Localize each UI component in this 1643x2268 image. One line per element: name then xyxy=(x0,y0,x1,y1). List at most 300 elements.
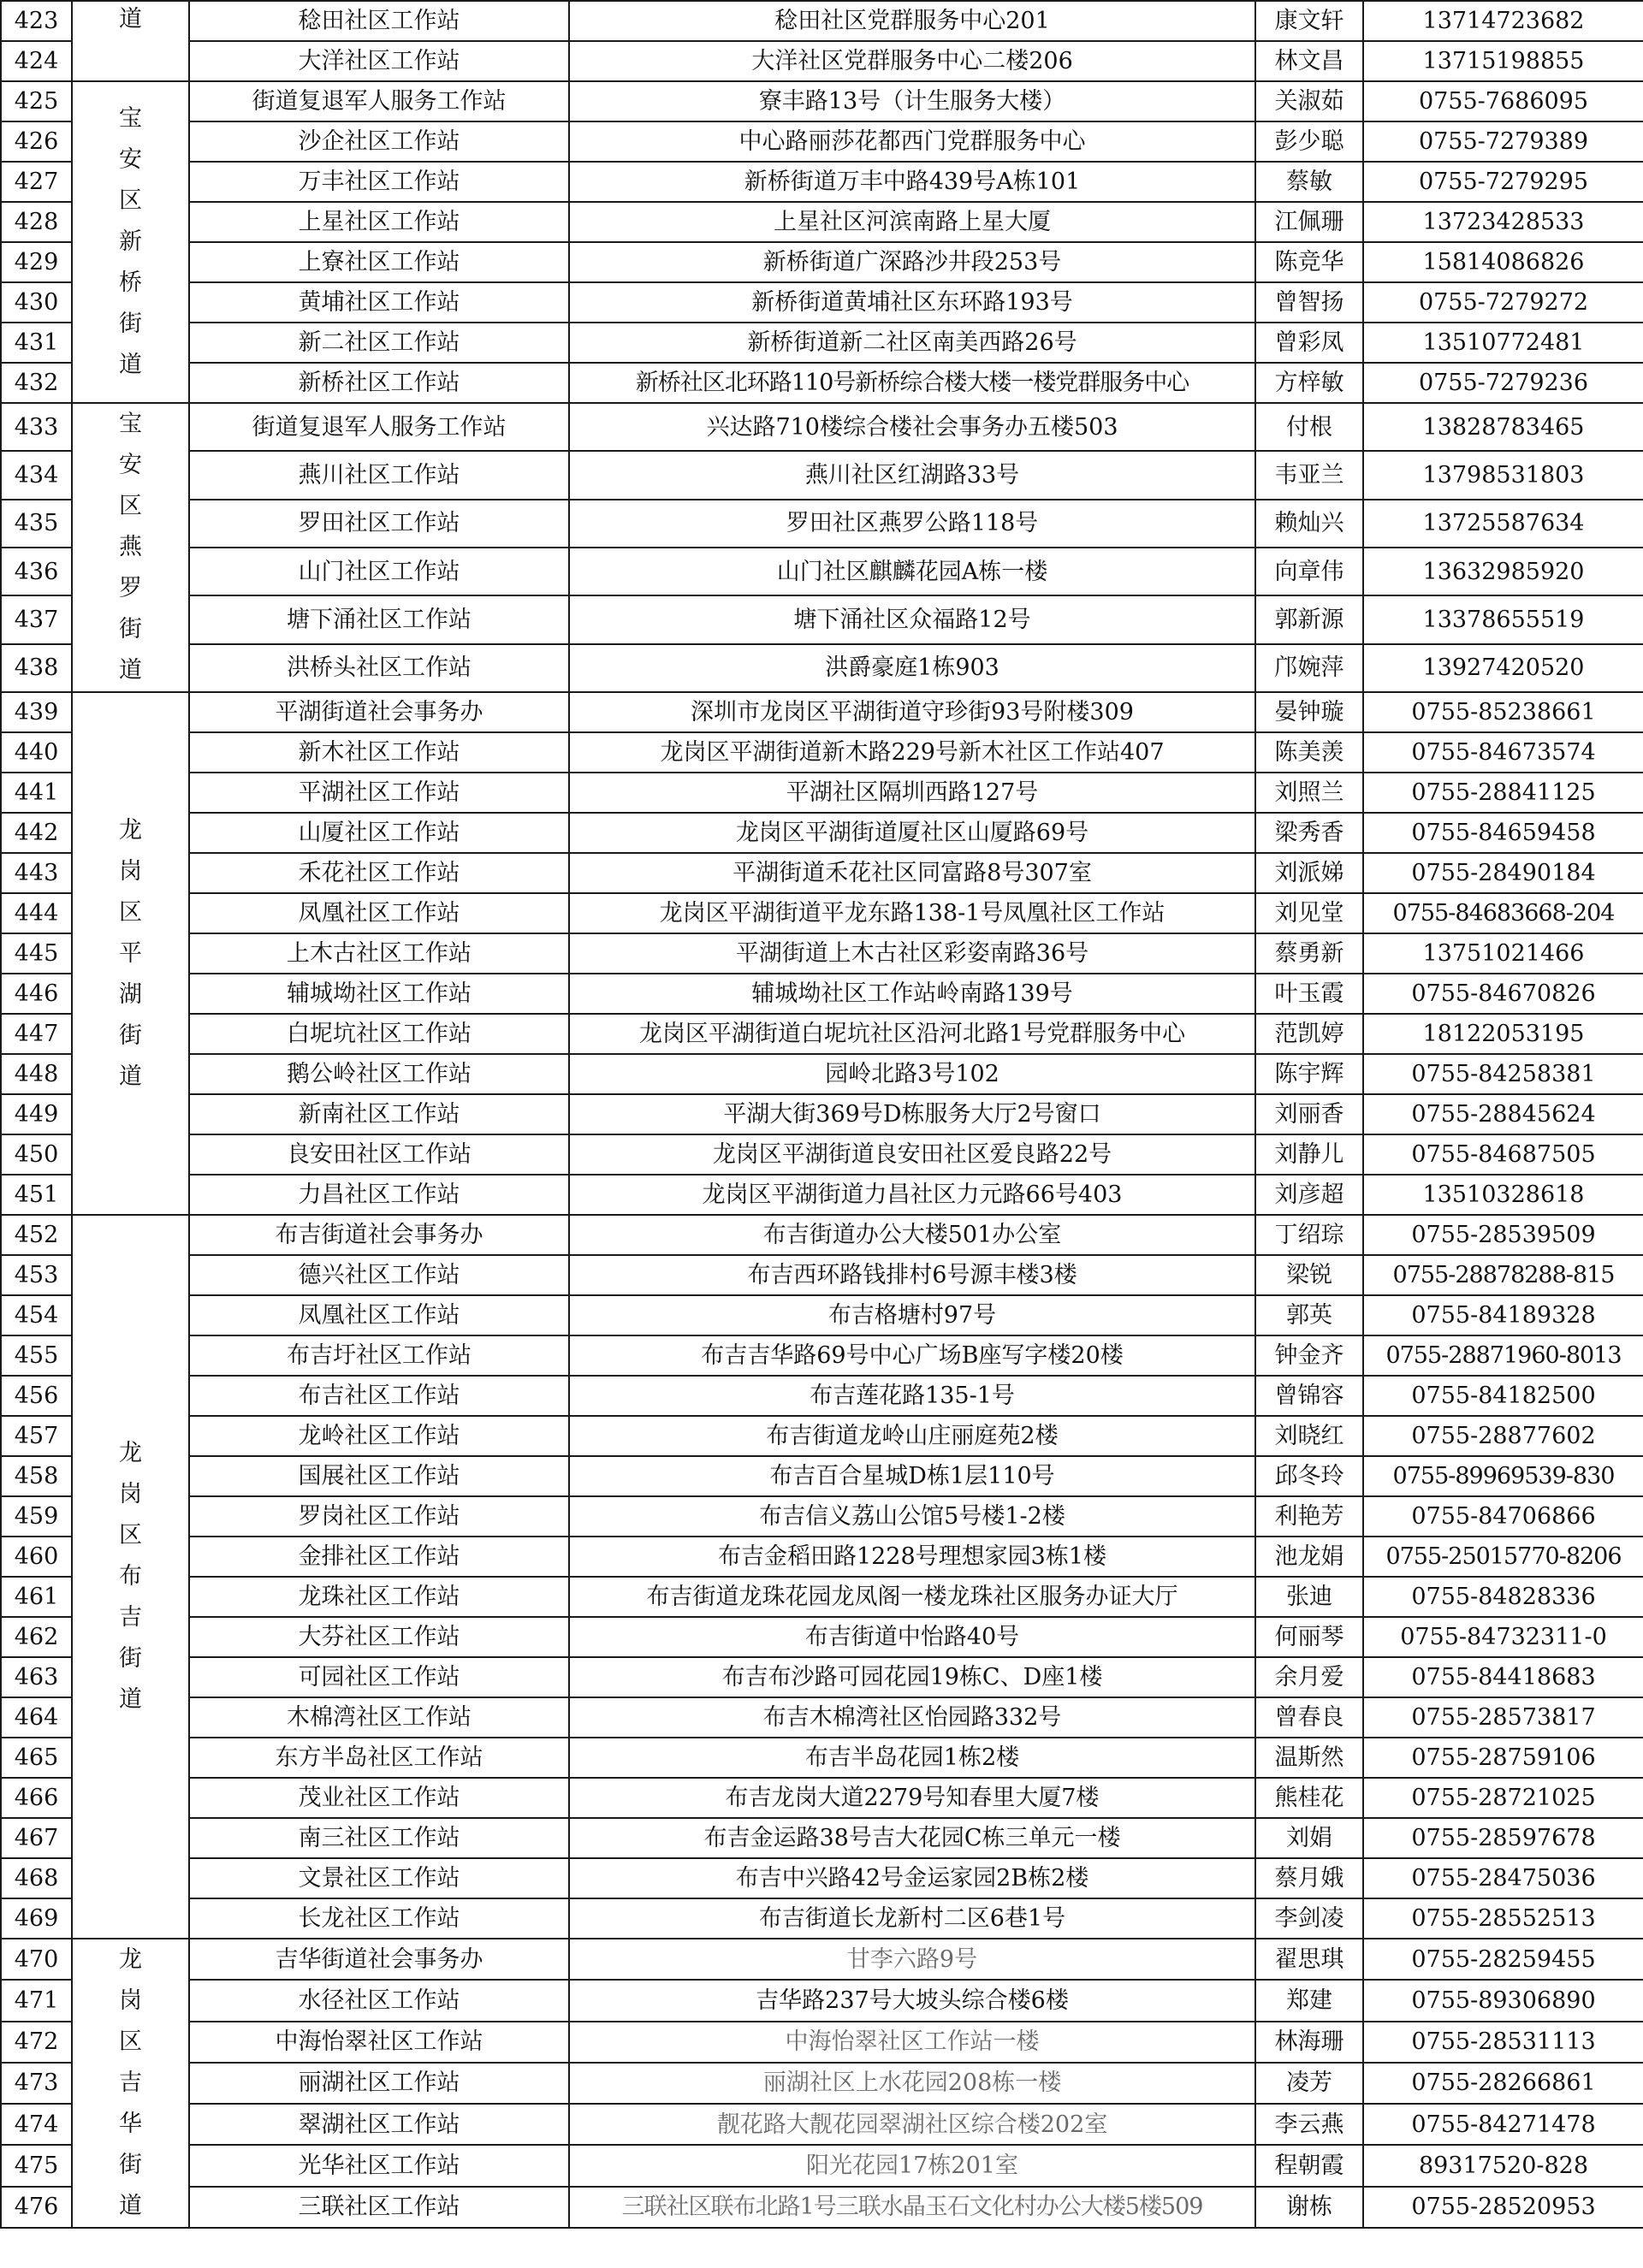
phone-cell: 0755-28552513 xyxy=(1363,1898,1643,1939)
table-row xyxy=(1,500,1643,548)
station-cell: 凤凰社区工作站 xyxy=(189,893,569,933)
station-cell: 中海怡翠社区工作站 xyxy=(189,2022,569,2063)
contact-person-cell: 付根 xyxy=(1255,403,1363,451)
row-number-cell: 452 xyxy=(1,1215,72,1255)
row-number-cell: 458 xyxy=(1,1456,72,1496)
contact-person-cell: 温斯然 xyxy=(1255,1738,1363,1778)
table-row xyxy=(1,41,1643,81)
station-cell: 平湖街道社会事务办 xyxy=(189,692,569,732)
station-cell: 山厦社区工作站 xyxy=(189,813,569,853)
station-cell: 新二社区工作站 xyxy=(189,323,569,363)
phone-cell: 0755-84659458 xyxy=(1363,813,1643,853)
phone-cell: 0755-7279236 xyxy=(1363,363,1643,403)
row-number-cell: 453 xyxy=(1,1255,72,1295)
table-row xyxy=(1,1738,1643,1778)
row-number-cell: 448 xyxy=(1,1054,72,1094)
station-cell: 新南社区工作站 xyxy=(189,1094,569,1134)
address-cell: 布吉信义荔山公馆5号楼1-2楼 xyxy=(569,1496,1255,1537)
district-cell xyxy=(72,692,189,1215)
table-row xyxy=(1,1697,1643,1738)
station-cell: 木棉湾社区工作站 xyxy=(189,1697,569,1738)
contact-person-cell: 刘娟 xyxy=(1255,1818,1363,1858)
contact-person-cell: 刘照兰 xyxy=(1255,773,1363,813)
phone-cell: 0755-89306890 xyxy=(1363,1980,1643,2021)
contact-person-cell: 余月爱 xyxy=(1255,1657,1363,1697)
contact-person-cell: 方梓敏 xyxy=(1255,363,1363,403)
phone-cell: 13828783465 xyxy=(1363,403,1643,451)
phone-cell: 89317520-828 xyxy=(1363,2145,1643,2186)
station-cell: 新木社区工作站 xyxy=(189,732,569,773)
table-row xyxy=(1,451,1643,499)
row-number-cell: 474 xyxy=(1,2104,72,2145)
contact-person-cell: 刘静儿 xyxy=(1255,1134,1363,1175)
row-number-cell: 461 xyxy=(1,1577,72,1617)
address-cell: 布吉街道中怡路40号 xyxy=(569,1617,1255,1657)
district-cell xyxy=(72,403,189,692)
address-cell: 甘李六路9号 xyxy=(569,1939,1255,1980)
contact-person-cell: 江佩珊 xyxy=(1255,202,1363,242)
row-number-cell: 454 xyxy=(1,1295,72,1335)
table-row xyxy=(1,1778,1643,1818)
address-cell: 洪爵豪庭1栋903 xyxy=(569,644,1255,692)
contact-person-cell: 程朝霞 xyxy=(1255,2145,1363,2186)
table-row xyxy=(1,2104,1643,2145)
phone-cell: 0755-7279272 xyxy=(1363,282,1643,323)
address-cell: 布吉街道办公大楼501办公室 xyxy=(569,1215,1255,1255)
address-cell: 山门社区麒麟花园A栋一楼 xyxy=(569,548,1255,595)
address-cell: 稔田社区党群服务中心201 xyxy=(569,1,1255,41)
address-cell: 龙岗区平湖街道力昌社区力元路66号403 xyxy=(569,1175,1255,1215)
phone-cell: 0755-28878288-815 xyxy=(1363,1255,1643,1295)
row-number-cell: 464 xyxy=(1,1697,72,1738)
row-number-cell: 437 xyxy=(1,595,72,643)
contact-person-cell: 李云燕 xyxy=(1255,2104,1363,2145)
contact-person-cell: 凌芳 xyxy=(1255,2063,1363,2104)
row-number-cell: 424 xyxy=(1,41,72,81)
address-cell: 新桥街道新二社区南美西路26号 xyxy=(569,323,1255,363)
contact-person-cell: 郭英 xyxy=(1255,1295,1363,1335)
table-row xyxy=(1,2063,1643,2104)
station-cell: 布吉社区工作站 xyxy=(189,1376,569,1416)
phone-cell: 0755-84189328 xyxy=(1363,1295,1643,1335)
phone-cell: 0755-28531113 xyxy=(1363,2022,1643,2063)
address-cell: 新桥街道黄埔社区东环路193号 xyxy=(569,282,1255,323)
station-cell: 布吉圩社区工作站 xyxy=(189,1335,569,1376)
row-number-cell: 439 xyxy=(1,692,72,732)
phone-cell: 13510772481 xyxy=(1363,323,1643,363)
contact-person-cell: 晏钟璇 xyxy=(1255,692,1363,732)
address-cell: 园岭北路3号102 xyxy=(569,1054,1255,1094)
table-row xyxy=(1,1496,1643,1537)
row-number-cell: 432 xyxy=(1,363,72,403)
table-row xyxy=(1,1898,1643,1939)
address-cell: 平湖大街369号D栋服务大厅2号窗口 xyxy=(569,1094,1255,1134)
table-row xyxy=(1,1175,1643,1215)
row-number-cell: 428 xyxy=(1,202,72,242)
phone-cell: 0755-7279389 xyxy=(1363,121,1643,162)
table-row xyxy=(1,1134,1643,1175)
station-cell: 上星社区工作站 xyxy=(189,202,569,242)
phone-cell: 0755-84732311-0 xyxy=(1363,1617,1643,1657)
row-number-cell: 467 xyxy=(1,1818,72,1858)
table-row xyxy=(1,1255,1643,1295)
station-cell: 光华社区工作站 xyxy=(189,2145,569,2186)
table-row xyxy=(1,595,1643,643)
contact-person-cell: 邱冬玲 xyxy=(1255,1456,1363,1496)
table-row xyxy=(1,732,1643,773)
address-cell: 布吉半岛花园1栋2楼 xyxy=(569,1738,1255,1778)
contact-person-cell: 梁秀香 xyxy=(1255,813,1363,853)
phone-cell: 0755-84258381 xyxy=(1363,1054,1643,1094)
row-number-cell: 435 xyxy=(1,500,72,548)
phone-cell: 0755-7279295 xyxy=(1363,162,1643,202)
contact-person-cell: 钟金齐 xyxy=(1255,1335,1363,1376)
contact-person-cell: 刘派娣 xyxy=(1255,853,1363,893)
phone-cell: 13927420520 xyxy=(1363,644,1643,692)
address-cell: 新桥社区北环路110号新桥综合楼大楼一楼党群服务中心 xyxy=(569,363,1255,403)
table-row xyxy=(1,282,1643,323)
contact-person-cell: 蔡敏 xyxy=(1255,162,1363,202)
phone-cell: 0755-84418683 xyxy=(1363,1657,1643,1697)
station-cell: 文景社区工作站 xyxy=(189,1858,569,1898)
row-number-cell: 438 xyxy=(1,644,72,692)
contact-person-cell: 赖灿兴 xyxy=(1255,500,1363,548)
station-cell: 街道复退军人服务工作站 xyxy=(189,81,569,121)
table-row xyxy=(1,2022,1643,2063)
table-row xyxy=(1,548,1643,595)
row-number-cell: 449 xyxy=(1,1094,72,1134)
district-cell xyxy=(72,1,189,81)
row-number-cell: 462 xyxy=(1,1617,72,1657)
station-cell: 万丰社区工作站 xyxy=(189,162,569,202)
address-cell: 新桥街道广深路沙井段253号 xyxy=(569,242,1255,282)
address-cell: 寮丰路13号（计生服务大楼） xyxy=(569,81,1255,121)
address-cell: 布吉吉华路69号中心广场B座写字楼20楼 xyxy=(569,1335,1255,1376)
station-cell: 鹅公岭社区工作站 xyxy=(189,1054,569,1094)
row-number-cell: 434 xyxy=(1,451,72,499)
phone-cell: 0755-89969539-830 xyxy=(1363,1456,1643,1496)
station-cell: 龙岭社区工作站 xyxy=(189,1416,569,1456)
phone-cell: 0755-84706866 xyxy=(1363,1496,1643,1537)
contact-person-cell: 康文轩 xyxy=(1255,1,1363,41)
row-number-cell: 476 xyxy=(1,2187,72,2228)
address-cell: 龙岗区平湖街道新木路229号新木社区工作站407 xyxy=(569,732,1255,773)
station-cell: 东方半岛社区工作站 xyxy=(189,1738,569,1778)
contact-person-cell: 林海珊 xyxy=(1255,2022,1363,2063)
contact-person-cell: 韦亚兰 xyxy=(1255,451,1363,499)
phone-cell: 0755-84828336 xyxy=(1363,1577,1643,1617)
table-row xyxy=(1,1657,1643,1697)
address-cell: 布吉莲花路135-1号 xyxy=(569,1376,1255,1416)
address-cell: 上星社区河滨南路上星大厦 xyxy=(569,202,1255,242)
contact-person-cell: 蔡勇新 xyxy=(1255,933,1363,974)
address-cell: 丽湖社区上水花园208栋一楼 xyxy=(569,2063,1255,2104)
station-cell: 稔田社区工作站 xyxy=(189,1,569,41)
station-cell: 布吉街道社会事务办 xyxy=(189,1215,569,1255)
phone-cell: 0755-28721025 xyxy=(1363,1778,1643,1818)
district-name: 宝安区新桥街道 xyxy=(119,105,142,378)
table-row xyxy=(1,853,1643,893)
table-row xyxy=(1,2145,1643,2186)
phone-cell: 0755-85238661 xyxy=(1363,692,1643,732)
table-row xyxy=(1,1416,1643,1456)
phone-cell: 0755-25015770-8206 xyxy=(1363,1537,1643,1577)
table-row xyxy=(1,202,1643,242)
address-cell: 布吉格塘村97号 xyxy=(569,1295,1255,1335)
phone-cell: 0755-28597678 xyxy=(1363,1818,1643,1858)
contact-person-cell: 谢栋 xyxy=(1255,2187,1363,2228)
table-row xyxy=(1,1054,1643,1094)
address-cell: 平湖街道禾花社区同富路8号307室 xyxy=(569,853,1255,893)
row-number-cell: 444 xyxy=(1,893,72,933)
table-row xyxy=(1,121,1643,162)
station-cell: 山门社区工作站 xyxy=(189,548,569,595)
row-number-cell: 426 xyxy=(1,121,72,162)
address-cell: 布吉金稻田路1228号理想家园3栋1楼 xyxy=(569,1537,1255,1577)
contact-person-cell: 刘晓红 xyxy=(1255,1416,1363,1456)
table-row xyxy=(1,974,1643,1014)
district-name: 龙岗区布吉街道 xyxy=(119,1440,142,1713)
contact-person-cell: 曾锦容 xyxy=(1255,1376,1363,1416)
station-cell: 罗岗社区工作站 xyxy=(189,1496,569,1537)
station-cell: 平湖社区工作站 xyxy=(189,773,569,813)
address-cell: 平湖街道上木古社区彩姿南路36号 xyxy=(569,933,1255,974)
address-cell: 布吉中兴路42号金运家园2B栋2楼 xyxy=(569,1858,1255,1898)
address-cell: 布吉木棉湾社区怡园路332号 xyxy=(569,1697,1255,1738)
address-cell: 布吉街道龙岭山庄丽庭苑2楼 xyxy=(569,1416,1255,1456)
phone-cell: 0755-28259455 xyxy=(1363,1939,1643,1980)
station-cell: 禾花社区工作站 xyxy=(189,853,569,893)
station-cell: 辅城坳社区工作站 xyxy=(189,974,569,1014)
address-cell: 龙岗区平湖街道平龙东路138-1号凤凰社区工作站 xyxy=(569,893,1255,933)
row-number-cell: 472 xyxy=(1,2022,72,2063)
phone-cell: 18122053195 xyxy=(1363,1014,1643,1054)
table-row xyxy=(1,893,1643,933)
station-cell: 街道复退军人服务工作站 xyxy=(189,403,569,451)
station-cell: 塘下涌社区工作站 xyxy=(189,595,569,643)
phone-cell: 0755-28877602 xyxy=(1363,1416,1643,1456)
phone-cell: 15814086826 xyxy=(1363,242,1643,282)
table-row xyxy=(1,81,1643,121)
table-row xyxy=(1,933,1643,974)
table-row xyxy=(1,363,1643,403)
phone-cell: 0755-28573817 xyxy=(1363,1697,1643,1738)
row-number-cell: 442 xyxy=(1,813,72,853)
station-cell: 丽湖社区工作站 xyxy=(189,2063,569,2104)
phone-cell: 0755-7686095 xyxy=(1363,81,1643,121)
table-row xyxy=(1,1617,1643,1657)
phone-cell: 0755-84271478 xyxy=(1363,2104,1643,2145)
phone-cell: 13725587634 xyxy=(1363,500,1643,548)
phone-cell: 0755-28520953 xyxy=(1363,2187,1643,2228)
table-row xyxy=(1,323,1643,363)
contact-person-cell: 叶玉霞 xyxy=(1255,974,1363,1014)
contact-person-cell: 蔡月娥 xyxy=(1255,1858,1363,1898)
station-cell: 南三社区工作站 xyxy=(189,1818,569,1858)
phone-cell: 13378655519 xyxy=(1363,595,1643,643)
station-cell: 上寮社区工作站 xyxy=(189,242,569,282)
contact-person-cell: 张迪 xyxy=(1255,1577,1363,1617)
address-cell: 罗田社区燕罗公路118号 xyxy=(569,500,1255,548)
address-cell: 布吉百合星城D栋1层110号 xyxy=(569,1456,1255,1496)
table-row xyxy=(1,162,1643,202)
contact-person-cell: 梁锐 xyxy=(1255,1255,1363,1295)
table-row xyxy=(1,773,1643,813)
row-number-cell: 465 xyxy=(1,1738,72,1778)
contact-person-cell: 郭新源 xyxy=(1255,595,1363,643)
table-row xyxy=(1,1980,1643,2021)
row-number-cell: 451 xyxy=(1,1175,72,1215)
address-cell: 布吉街道龙珠花园龙凤阁一楼龙珠社区服务办证大厅 xyxy=(569,1577,1255,1617)
table-row xyxy=(1,1577,1643,1617)
contact-person-cell: 陈宇辉 xyxy=(1255,1054,1363,1094)
row-number-cell: 427 xyxy=(1,162,72,202)
address-cell: 塘下涌社区众福路12号 xyxy=(569,595,1255,643)
address-cell: 龙岗区平湖街道厦社区山厦路69号 xyxy=(569,813,1255,853)
phone-cell: 13723428533 xyxy=(1363,202,1643,242)
phone-cell: 13714723682 xyxy=(1363,1,1643,41)
phone-cell: 13751021466 xyxy=(1363,933,1643,974)
address-cell: 新桥街道万丰中路439号A栋101 xyxy=(569,162,1255,202)
station-cell: 三联社区工作站 xyxy=(189,2187,569,2228)
station-cell: 黄埔社区工作站 xyxy=(189,282,569,323)
contact-person-cell: 邝婉萍 xyxy=(1255,644,1363,692)
row-number-cell: 450 xyxy=(1,1134,72,1175)
phone-cell: 13715198855 xyxy=(1363,41,1643,81)
contact-person-cell: 陈竞华 xyxy=(1255,242,1363,282)
row-number-cell: 455 xyxy=(1,1335,72,1376)
station-cell: 白坭坑社区工作站 xyxy=(189,1014,569,1054)
row-number-cell: 463 xyxy=(1,1657,72,1697)
address-cell: 阳光花园17栋201室 xyxy=(569,2145,1255,2186)
station-cell: 新桥社区工作站 xyxy=(189,363,569,403)
address-cell: 龙岗区平湖街道良安田社区爱良路22号 xyxy=(569,1134,1255,1175)
district-name: 龙岗区平湖街道 xyxy=(119,816,142,1090)
address-cell: 布吉街道长龙新村二区6巷1号 xyxy=(569,1898,1255,1939)
contact-person-cell: 刘丽香 xyxy=(1255,1094,1363,1134)
address-cell: 吉华路237号大坡头综合楼6楼 xyxy=(569,1980,1255,2021)
table-row xyxy=(1,1,1643,41)
phone-cell: 0755-84670826 xyxy=(1363,974,1643,1014)
contact-person-cell: 翟思琪 xyxy=(1255,1939,1363,1980)
row-number-cell: 431 xyxy=(1,323,72,363)
phone-cell: 0755-84683668-204 xyxy=(1363,893,1643,933)
station-cell: 大洋社区工作站 xyxy=(189,41,569,81)
row-number-cell: 441 xyxy=(1,773,72,813)
table-row xyxy=(1,1215,1643,1255)
station-cell: 茂业社区工作站 xyxy=(189,1778,569,1818)
district-name: 龙岗区吉华街道 xyxy=(119,1946,142,2219)
row-number-cell: 440 xyxy=(1,732,72,773)
district-name: 宝安区燕罗街道 xyxy=(119,411,142,684)
phone-cell: 0755-28266861 xyxy=(1363,2063,1643,2104)
station-cell: 金排社区工作站 xyxy=(189,1537,569,1577)
contact-person-cell: 彭少聪 xyxy=(1255,121,1363,162)
contact-person-cell: 何丽琴 xyxy=(1255,1617,1363,1657)
address-cell: 兴达路710楼综合楼社会事务办五楼503 xyxy=(569,403,1255,451)
row-number-cell: 423 xyxy=(1,1,72,41)
phone-cell: 0755-28490184 xyxy=(1363,853,1643,893)
station-cell: 翠湖社区工作站 xyxy=(189,2104,569,2145)
contact-person-cell: 李剑凌 xyxy=(1255,1898,1363,1939)
contact-person-cell: 陈美羡 xyxy=(1255,732,1363,773)
contact-person-cell: 曾智扬 xyxy=(1255,282,1363,323)
phone-cell: 0755-84673574 xyxy=(1363,732,1643,773)
table-row xyxy=(1,644,1643,692)
address-cell: 靓花路大靓花园翠湖社区综合楼202室 xyxy=(569,2104,1255,2145)
row-number-cell: 470 xyxy=(1,1939,72,1980)
address-cell: 三联社区联布北路1号三联水晶玉石文化村办公大楼5楼509 xyxy=(569,2187,1255,2228)
contact-person-cell: 郑建 xyxy=(1255,1980,1363,2021)
address-cell: 布吉龙岗大道2279号知春里大厦7楼 xyxy=(569,1778,1255,1818)
address-cell: 布吉金运路38号吉大花园C栋三单元一楼 xyxy=(569,1818,1255,1858)
station-cell: 吉华街道社会事务办 xyxy=(189,1939,569,1980)
row-number-cell: 460 xyxy=(1,1537,72,1577)
district-cell xyxy=(72,1215,189,1939)
contact-person-cell: 刘彦超 xyxy=(1255,1175,1363,1215)
contact-person-cell: 向章伟 xyxy=(1255,548,1363,595)
station-cell: 水径社区工作站 xyxy=(189,1980,569,2021)
table-row xyxy=(1,1295,1643,1335)
contact-person-cell: 熊桂花 xyxy=(1255,1778,1363,1818)
station-cell: 凤凰社区工作站 xyxy=(189,1295,569,1335)
table-row xyxy=(1,692,1643,732)
contact-person-cell: 池龙娟 xyxy=(1255,1537,1363,1577)
station-cell: 良安田社区工作站 xyxy=(189,1134,569,1175)
phone-cell: 0755-28539509 xyxy=(1363,1215,1643,1255)
table-row xyxy=(1,1014,1643,1054)
station-cell: 长龙社区工作站 xyxy=(189,1898,569,1939)
district-name: 道 xyxy=(119,6,142,33)
address-cell: 中心路丽莎花都西门党群服务中心 xyxy=(569,121,1255,162)
phone-cell: 0755-28845624 xyxy=(1363,1094,1643,1134)
station-cell: 燕川社区工作站 xyxy=(189,451,569,499)
phone-cell: 13632985920 xyxy=(1363,548,1643,595)
station-cell: 德兴社区工作站 xyxy=(189,1255,569,1295)
district-cell xyxy=(72,1939,189,2228)
table-body xyxy=(1,1,1643,2228)
contact-person-cell: 曾春良 xyxy=(1255,1697,1363,1738)
table-row xyxy=(1,1939,1643,1980)
contact-person-cell: 林文昌 xyxy=(1255,41,1363,81)
phone-cell: 13510328618 xyxy=(1363,1175,1643,1215)
table-row xyxy=(1,242,1643,282)
address-cell: 龙岗区平湖街道白坭坑社区沿河北路1号党群服务中心 xyxy=(569,1014,1255,1054)
address-cell: 深圳市龙岗区平湖街道守珍街93号附楼309 xyxy=(569,692,1255,732)
row-number-cell: 425 xyxy=(1,81,72,121)
address-cell: 辅城坳社区工作站岭南路139号 xyxy=(569,974,1255,1014)
row-number-cell: 445 xyxy=(1,933,72,974)
station-cell: 洪桥头社区工作站 xyxy=(189,644,569,692)
row-number-cell: 443 xyxy=(1,853,72,893)
row-number-cell: 466 xyxy=(1,1778,72,1818)
station-cell: 罗田社区工作站 xyxy=(189,500,569,548)
address-cell: 中海怡翠社区工作站一楼 xyxy=(569,2022,1255,2063)
contact-person-cell: 刘见堂 xyxy=(1255,893,1363,933)
row-number-cell: 447 xyxy=(1,1014,72,1054)
row-number-cell: 446 xyxy=(1,974,72,1014)
station-cell: 大芬社区工作站 xyxy=(189,1617,569,1657)
table-row xyxy=(1,1335,1643,1376)
address-cell: 燕川社区红湖路33号 xyxy=(569,451,1255,499)
station-cell: 上木古社区工作站 xyxy=(189,933,569,974)
contact-person-cell: 丁绍琮 xyxy=(1255,1215,1363,1255)
phone-cell: 0755-28871960-8013 xyxy=(1363,1335,1643,1376)
table-row xyxy=(1,1858,1643,1898)
row-number-cell: 475 xyxy=(1,2145,72,2186)
phone-cell: 13798531803 xyxy=(1363,451,1643,499)
table-row xyxy=(1,1376,1643,1416)
